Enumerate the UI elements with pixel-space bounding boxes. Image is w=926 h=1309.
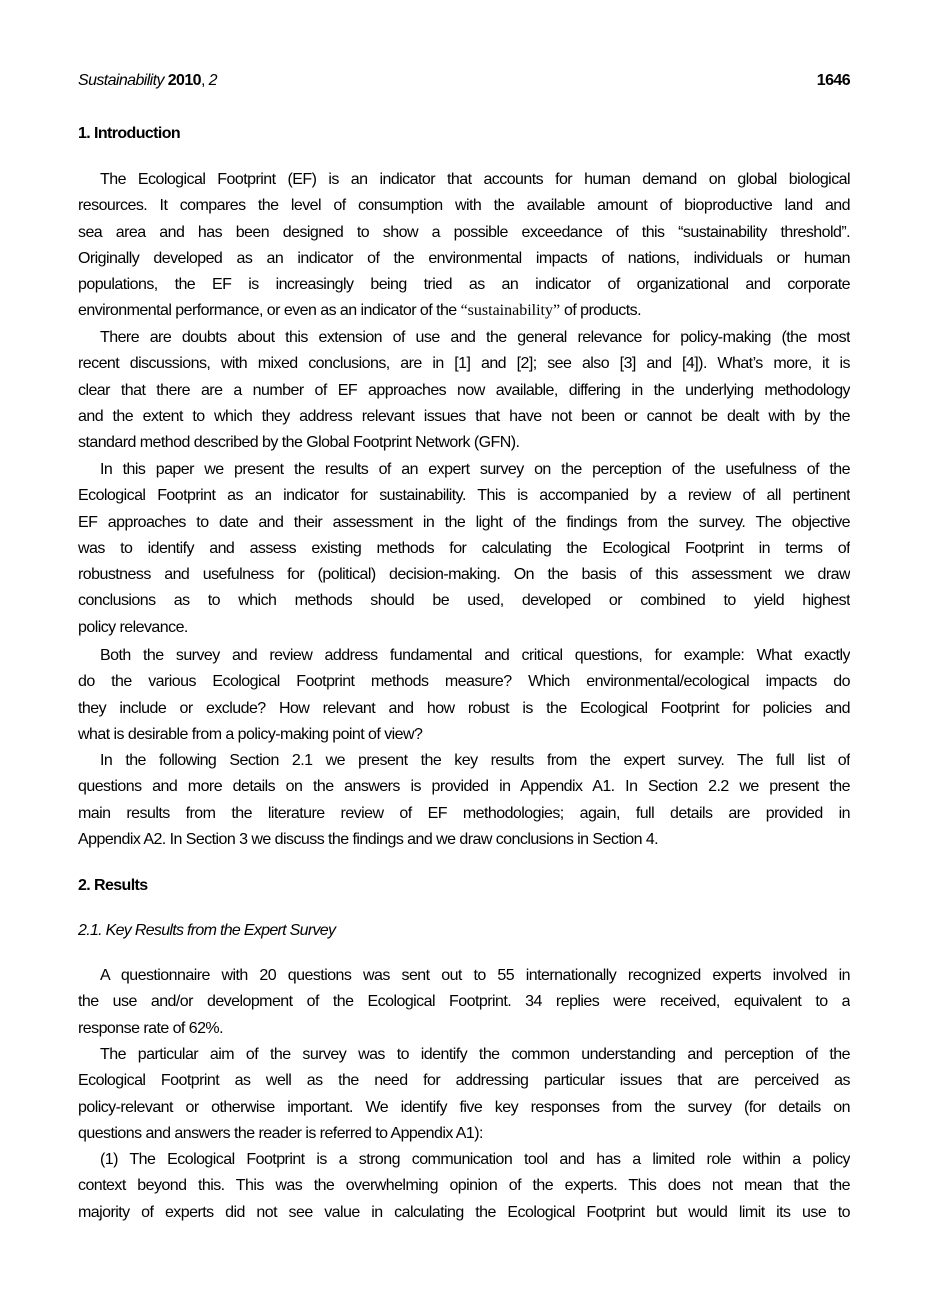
text-line bbox=[78, 298, 850, 324]
paragraph-intro-4 bbox=[78, 643, 850, 748]
text-fragment: of products. bbox=[560, 302, 641, 320]
text-line: clear that there are a number of EF approaches now available, differing in the underlying methodology bbox=[78, 381, 850, 399]
text-line: policy-relevant or otherwise important. We identify five key responses from the survey (for details on bbox=[78, 1098, 850, 1116]
text-line: context beyond this. This was the overwhelming opinion of the experts. This does not mean that the bbox=[78, 1177, 850, 1195]
text-line: standard method described by the Global Footprint Network (GFN). bbox=[78, 434, 520, 452]
paragraph-intro-1 bbox=[78, 167, 850, 325]
text-line: The particular aim of the survey was to identify the common understanding and perception of the bbox=[100, 1046, 850, 1063]
text-line: In the following Section 2.1 we present the key results from the expert survey. The full list of bbox=[100, 752, 850, 769]
header-separator: , bbox=[200, 72, 209, 89]
text-line: what is desirable from a policy-making point of view? bbox=[78, 725, 423, 743]
journal-volume: 2 bbox=[208, 72, 217, 89]
text-line: (1) The Ecological Footprint is a strong communication tool and has a limited role within a policy bbox=[100, 1151, 850, 1168]
text-line: was to identify and assess existing methods for calculating the Ecological Footprint in terms of bbox=[78, 539, 850, 557]
text-line: EF approaches to date and their assessment in the light of the findings from the survey. The objective bbox=[78, 513, 850, 531]
text-line: main results from the literature review of EF methodologies; again, full details are provided in bbox=[78, 804, 850, 822]
text-line: There are doubts about this extension of use and the general relevance for policy-making (the most bbox=[100, 329, 850, 346]
text-line: do the various Ecological Footprint methods measure? Which environmental/ecological impacts do bbox=[78, 673, 850, 691]
quoted-term: “sustainability” bbox=[460, 302, 561, 320]
text-line: questions and answers the reader is referred to Appendix A1): bbox=[78, 1124, 483, 1142]
text-line: resources. It compares the level of consumption with the available amount of bioproductive land and bbox=[78, 197, 850, 215]
text-line: majority of experts did not see value in calculating the Ecological Footprint but would limit its use to bbox=[78, 1203, 850, 1221]
paragraph-intro-3 bbox=[78, 457, 850, 641]
text-line: conclusions as to which methods should be used, developed or combined to yield highest bbox=[78, 592, 850, 610]
text-line: policy relevance. bbox=[78, 618, 188, 636]
text-line: Ecological Footprint as well as the need for addressing particular issues that are perceived as bbox=[78, 1072, 850, 1090]
paragraph-intro-5 bbox=[78, 748, 850, 853]
section-heading-introduction: 1. Introduction bbox=[78, 125, 181, 142]
text-line: sea area and has been designed to show a possible exceedance of this “sustainability threshold”. bbox=[78, 223, 850, 241]
text-line: Both the survey and review address fundamental and critical questions, for example: What exactly bbox=[100, 647, 850, 664]
subsection-heading-key-results: 2.1. Key Results from the Expert Survey bbox=[78, 922, 336, 939]
text-line: questions and more details on the answers is provided in Appendix A1. In Section 2.2 we present the bbox=[78, 778, 850, 796]
text-line: the use and/or development of the Ecological Footprint. 34 replies were received, equivalent to a bbox=[78, 993, 850, 1011]
text-line: A questionnaire with 20 questions was sent out to 55 internationally recognized experts involved in bbox=[100, 967, 850, 984]
paragraph-results-3 bbox=[78, 1147, 850, 1226]
text-line: Ecological Footprint as an indicator for sustainability. This is accompanied by a review of all pertinent bbox=[78, 487, 850, 505]
running-header bbox=[78, 72, 850, 94]
text-line: and the extent to which they address relevant issues that have not been or cannot be dealt with by the bbox=[78, 407, 850, 425]
paragraph-results-2 bbox=[78, 1042, 850, 1147]
paragraph-intro-2 bbox=[78, 325, 850, 456]
section-heading-results: 2. Results bbox=[78, 877, 148, 894]
text-line: Originally developed as an indicator of the environmental impacts of nations, individuals or human bbox=[78, 249, 850, 267]
text-line: In this paper we present the results of an expert survey on the perception of the usefulness of the bbox=[100, 461, 850, 478]
paragraph-results-1 bbox=[78, 963, 850, 1042]
journal-name: Sustainability bbox=[78, 72, 164, 89]
text-line: response rate of 62%. bbox=[78, 1019, 223, 1037]
text-line: recent discussions, with mixed conclusions, are in [1] and [2]; see also [3] and [4]). What’s more, it is bbox=[78, 355, 850, 373]
page-number: 1646 bbox=[816, 72, 850, 89]
text-line: populations, the EF is increasingly being tried as an indicator of organizational and corporate bbox=[78, 276, 850, 294]
text-line: The Ecological Footprint (EF) is an indicator that accounts for human demand on global biological bbox=[100, 171, 850, 188]
text-line: Appendix A2. In Section 3 we discuss the findings and we draw conclusions in Section 4. bbox=[78, 830, 659, 848]
text-fragment: environmental performance, or even as an indicator of the bbox=[78, 302, 461, 320]
journal-year: 2010 bbox=[167, 72, 201, 89]
text-line: robustness and usefulness for (political) decision-making. On the basis of this assessment we draw bbox=[78, 566, 850, 584]
text-line: they include or exclude? How relevant and how robust is the Ecological Footprint for policies and bbox=[78, 699, 850, 717]
